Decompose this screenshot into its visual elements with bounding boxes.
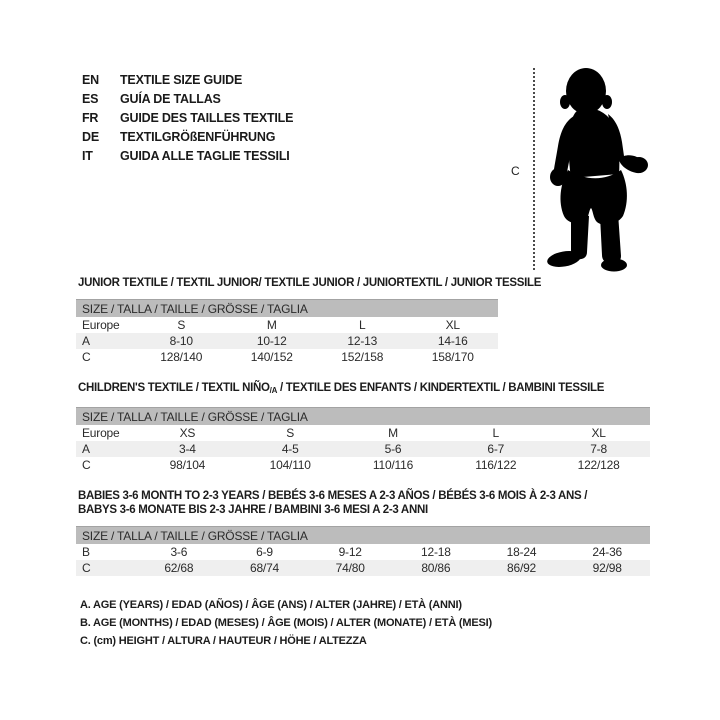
height-cell: 158/170	[431, 350, 474, 364]
children-title-part: / TEXTILE DES ENFANTS / KINDERTEXTIL / BAMBINI TESSILE	[277, 382, 605, 394]
table-row-europe	[76, 425, 650, 441]
row-label: C	[82, 561, 91, 575]
height-cell: 74/80	[335, 561, 365, 575]
age-cell: 4-5	[281, 442, 299, 456]
row-label: B	[82, 545, 90, 559]
toddler-silhouette-icon	[540, 50, 680, 280]
language-code: EN	[82, 72, 99, 87]
children-title-part: CHILDREN'S TEXTILE / TEXTIL NIÑO	[78, 382, 270, 394]
language-row-en	[82, 70, 293, 89]
children-title-subscript: /A	[269, 386, 278, 395]
tables-column	[76, 276, 650, 592]
months-cell: 9-12	[338, 545, 362, 559]
language-row-it	[82, 146, 293, 165]
height-dotted-line	[533, 68, 535, 270]
height-cell: 68/74	[249, 561, 280, 575]
row-label: C	[82, 458, 91, 472]
language-label: TEXTILE SIZE GUIDE	[120, 72, 243, 87]
language-code: IT	[82, 148, 93, 163]
footnote-age-years: A. AGE (YEARS) / EDAD (AÑOS) / ÂGE (ANS) / ALTER (JAHRE) / ETÀ (ANNI)	[80, 599, 462, 611]
height-cell: 140/152	[250, 350, 293, 364]
months-cell: 18-24	[506, 545, 537, 559]
age-cell: 8-10	[169, 334, 193, 348]
table-row-height	[76, 560, 650, 576]
height-cell: 128/140	[160, 350, 203, 364]
age-cell: 12-13	[347, 334, 378, 348]
height-cell: 86/92	[507, 561, 537, 575]
size-cell: S	[177, 318, 186, 332]
size-cell: XS	[179, 426, 196, 440]
junior-size-table	[76, 299, 498, 365]
legend-footnotes	[80, 596, 492, 650]
height-cell: 92/98	[592, 561, 622, 575]
children-section-title	[78, 381, 650, 398]
size-cell: M	[388, 426, 398, 440]
height-cell: 110/116	[372, 458, 414, 472]
table-row-height	[76, 457, 650, 473]
table-row-age	[76, 441, 650, 457]
language-row-de	[82, 127, 293, 146]
height-cell: 80/86	[421, 561, 451, 575]
footnote-height: C. (cm) HEIGHT / ALTURA / HAUTEUR / HÖHE / ALTEZZA	[80, 635, 367, 647]
size-cell: L	[359, 318, 366, 332]
babies-section-title-line2: BABYS 3-6 MONATE BIS 2-3 JAHRE / BAMBINI 3-6 MESI A 2-3 ANNI	[78, 504, 428, 516]
months-cell: 12-18	[421, 545, 451, 559]
babies-size-table	[76, 526, 650, 576]
months-cell: 6-9	[256, 545, 273, 559]
size-cell: XL	[591, 426, 606, 440]
height-cell: 116/122	[475, 458, 517, 472]
junior-section-title: JUNIOR TEXTILE / TEXTIL JUNIOR/ TEXTILE JUNIOR / JUNIORTEXTIL / JUNIOR TESSILE	[78, 277, 542, 289]
age-cell: 3-4	[179, 442, 196, 456]
size-header-bar: SIZE / TALLA / TAILLE / GRÖSSE / TAGLIA	[76, 299, 498, 317]
age-cell: 7-8	[590, 442, 607, 456]
language-row-es	[82, 89, 293, 108]
language-label: TEXTILGRÖßENFÜHRUNG	[120, 129, 276, 144]
language-label: GUIDA ALLE TAGLIE TESSILI	[120, 148, 290, 163]
age-cell: 14-16	[437, 334, 468, 348]
size-header-bar: SIZE / TALLA / TAILLE / GRÖSSE / TAGLIA	[76, 407, 650, 425]
language-label: GUIDE DES TAILLES TEXTILE	[120, 110, 294, 125]
height-cell: 104/110	[269, 458, 311, 472]
size-cell: L	[492, 426, 500, 440]
language-code: FR	[82, 110, 99, 125]
table-row-months	[76, 544, 650, 560]
size-cell: S	[286, 426, 295, 440]
table-row-age	[76, 333, 498, 349]
height-cell: 122/128	[577, 458, 620, 472]
size-cell: XL	[445, 318, 460, 332]
language-code: ES	[82, 91, 99, 106]
months-cell: 3-6	[170, 545, 188, 559]
babies-section-title-line1: BABIES 3-6 MONTH TO 2-3 YEARS / BEBÉS 3-6 MESES A 2-3 AÑOS / BÉBÉS 3-6 MOIS À 2-3 ANS /	[78, 490, 588, 502]
age-cell: 10-12	[256, 334, 287, 348]
row-label: C	[82, 350, 91, 364]
height-cell: 98/104	[169, 458, 206, 472]
size-cell: M	[266, 318, 277, 332]
months-cell: 24-36	[592, 545, 623, 559]
children-size-table	[76, 407, 650, 473]
height-cell: 152/158	[341, 350, 384, 364]
toddler-figure	[505, 46, 685, 286]
row-label: Europe	[82, 318, 120, 332]
language-label: GUÍA DE TALLAS	[120, 91, 221, 106]
height-cell: 62/68	[164, 561, 194, 575]
language-code: DE	[82, 129, 99, 144]
age-cell: 5-6	[384, 442, 402, 456]
size-header-bar: SIZE / TALLA / TAILLE / GRÖSSE / TAGLIA	[76, 526, 650, 544]
table-row-height	[76, 349, 498, 365]
row-label: A	[82, 334, 90, 348]
row-label: Europe	[82, 426, 120, 440]
age-cell: 6-7	[487, 442, 505, 456]
height-measure-label: C	[511, 164, 520, 178]
language-title-list	[82, 70, 293, 165]
footnote-age-months: B. AGE (MONTHS) / EDAD (MESES) / ÂGE (MOIS) / ALTER (MONATE) / ETÀ (MESI)	[80, 617, 492, 629]
language-row-fr	[82, 108, 293, 127]
row-label: A	[82, 442, 90, 456]
table-row-europe	[76, 317, 498, 333]
